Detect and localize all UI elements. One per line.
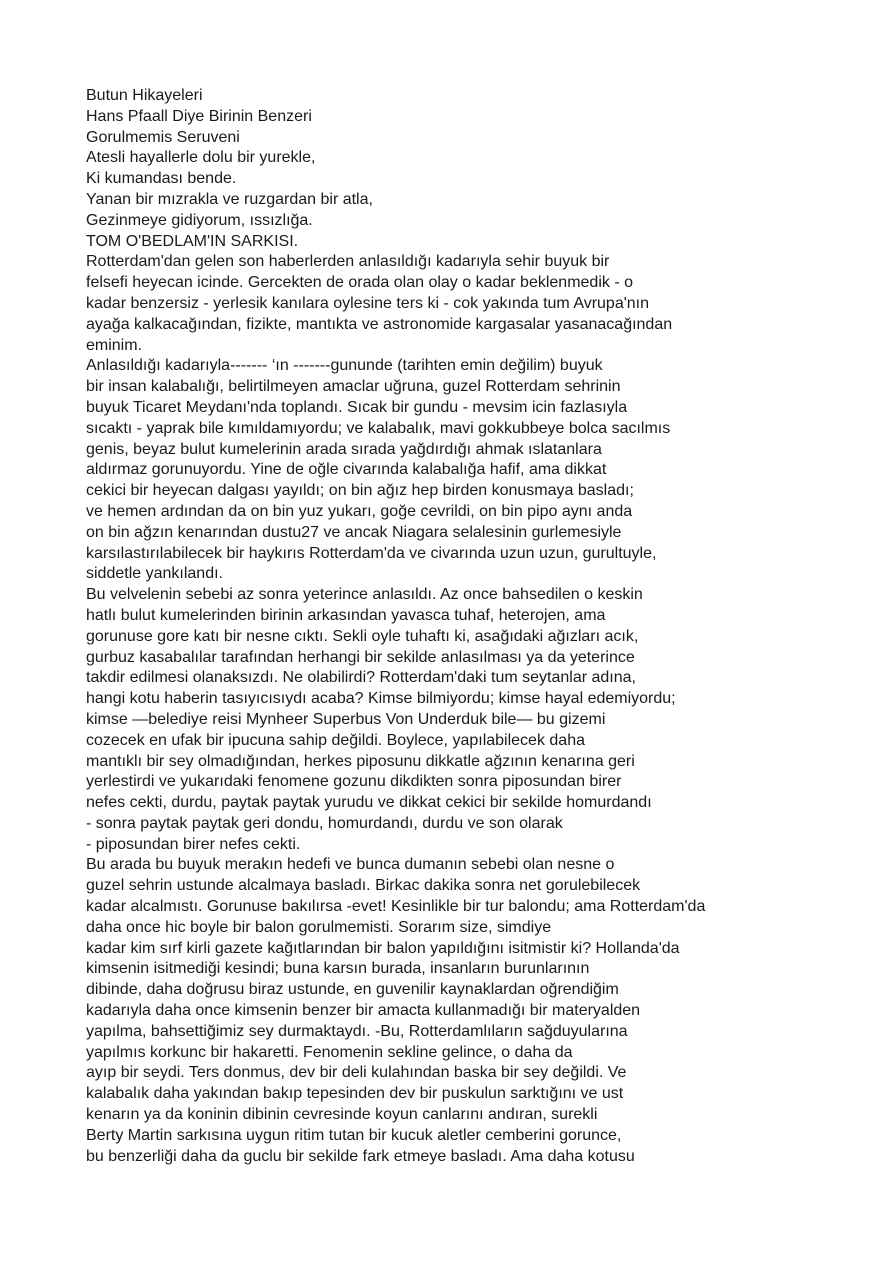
text-line: kimse —belediye reisi Mynheer Superbus Von Underduk bile— bu gizemi	[86, 710, 606, 728]
text-line: dibinde, daha doğrusu biraz ustunde, en guvenilir kaynaklardan oğrendiğim	[86, 981, 619, 999]
text-line: guzel sehrin ustunde alcalmaya basladı. Birkac dakika sonra net gorulebilecek	[86, 877, 641, 895]
text-line: eminim.	[86, 336, 143, 354]
text-line: gurbuz kasabalılar tarafından herhangi bir sekilde anlasılması ya da yeterince	[86, 648, 635, 666]
text-line: Atesli hayallerle dolu bir yurekle,	[86, 149, 316, 167]
text-line: nefes cekti, durdu, paytak paytak yurudu ve dikkat cekici bir sekilde homurdandı	[86, 794, 652, 812]
text-line: hatlı bulut kumelerinden birinin arkasından yavasca tuhaf, heterojen, ama	[86, 606, 606, 624]
text-line: kadar alcalmıstı. Gorunuse bakılırsa -evet! Kesinlikle bir tur balondu; ama Rotterdam'da	[86, 898, 706, 916]
text-line: ayıp bir seydi. Ters donmus, dev bir deli kulahından baska bir sey değildi. Ve	[86, 1064, 627, 1082]
text-line: yapılma, bahsettiğimiz sey durmaktaydı. -Bu, Rotterdamlıların sağduyularına	[86, 1022, 628, 1040]
text-line: Gorulmemis Seruveni	[86, 128, 240, 146]
text-line: genis, beyaz bulut kumelerinin arada sırada yağdırdığı ahmak ıslatanlara	[86, 440, 602, 458]
text-line: daha once hic boyle bir balon gorulmemisti. Sorarım size, simdiye	[86, 918, 552, 936]
text-line: - sonra paytak paytak geri dondu, homurdandı, durdu ve son olarak	[86, 814, 563, 832]
text-line: mantıklı bir sey olmadığından, herkes piposunu dikkatle ağzının kenarına geri	[86, 752, 635, 770]
text-line: sıcaktı - yaprak bile kımıldamıyordu; ve kalabalık, mavi gokkubbeye bolca sacılmıs	[86, 419, 671, 437]
text-line: bu benzerliği daha da guclu bir sekilde fark etmeye basladı. Ama daha kotusu	[86, 1147, 635, 1165]
text-line: ve hemen ardından da on bin yuz yukarı, goğe cevrildi, on bin pipo aynı anda	[86, 502, 633, 520]
document-body	[86, 86, 876, 1167]
text-line: karsılastırılabilecek bir haykırıs Rotterdam'da ve civarında uzun uzun, gurultuyle,	[86, 544, 657, 562]
text-line: Yanan bir mızrakla ve ruzgardan bir atla,	[86, 190, 373, 208]
text-line: Gezinmeye gidiyorum, ıssızlığa.	[86, 211, 313, 229]
text-line: Ki kumandası bende.	[86, 170, 237, 188]
text-line: Butun Hikayeleri	[86, 87, 203, 104]
text-line: buyuk Ticaret Meydanı'nda toplandı. Sıcak bir gundu - mevsim icin fazlasıyla	[86, 398, 628, 416]
text-line: ayağa kalkacağından, fizikte, mantıkta ve astronomide kargasalar yasanacağından	[86, 315, 673, 333]
text-line: felsefi heyecan icinde. Gercekten de orada olan olay o kadar beklenmedik - o	[86, 274, 633, 292]
text-line: kadar kim sırf kirli gazete kağıtlarından bir balon yapıldığını isitmistir ki? Hollanda'da	[86, 939, 680, 957]
text-line: kenarın ya da koninin dibinin cevresinde koyun canlarını andıran, surekli	[86, 1106, 598, 1124]
text-line: hangi kotu haberin tasıyıcısıydı acaba? Kimse bilmiyordu; kimse hayal edemiyordu;	[86, 690, 676, 708]
text-line: kadarıyla daha once kimsenin benzer bir amacta kullanmadığı bir materyalden	[86, 1002, 641, 1020]
text-line: takdir edilmesi olanaksızdı. Ne olabilirdi? Rotterdam'daki tum seytanlar adına,	[86, 669, 636, 687]
text-line: bir insan kalabalığı, belirtilmeyen amaclar uğruna, guzel Rotterdam sehrinin	[86, 378, 621, 396]
text-line: kalabalık daha yakından bakıp tepesinden dev bir puskulun sarktığını ve ust	[86, 1085, 624, 1103]
text-line: Bu arada bu buyuk merakın hedefi ve bunca dumanın sebebi olan nesne o	[86, 856, 615, 874]
text-line: Rotterdam'dan gelen son haberlerden anlasıldığı kadarıyla sehir buyuk bir	[86, 253, 610, 271]
text-line: kimsenin isitmediği kesindi; buna karsın burada, insanların burunlarının	[86, 960, 590, 978]
text-line: Berty Martin sarkısına uygun ritim tutan bir kucuk aletler cemberini gorunce,	[86, 1126, 622, 1144]
text-line: cekici bir heyecan dalgası yayıldı; on bin ağız hep birden konusmaya basladı;	[86, 482, 634, 500]
text-line: Bu velvelenin sebebi az sonra yeterince anlasıldı. Az once bahsedilen o keskin	[86, 586, 643, 604]
text-line: siddetle yankılandı.	[86, 565, 223, 583]
text-line: - piposundan birer nefes cekti.	[86, 835, 301, 853]
text-line: on bin ağzın kenarından dustu27 ve ancak Niagara selalesinin gurlemesiyle	[86, 523, 622, 541]
text-line: Anlasıldığı kadarıyla------- ‘ın -------gununde (tarihten emin değilim) buyuk	[86, 357, 603, 375]
text-line: yapılmıs korkunc bir hakaretti. Fenomenin sekline gelince, o daha da	[86, 1043, 573, 1061]
text-line: cozecek en ufak bir ipucuna sahip değildi. Boylece, yapılabilecek daha	[86, 731, 585, 749]
text-line: gorunuse gore katı bir nesne cıktı. Sekli oyle tuhaftı ki, asağıdaki ağızları acık,	[86, 627, 639, 645]
text-line: Hans Pfaall Diye Birinin Benzeri	[86, 107, 312, 125]
text-line: aldırmaz gorunuyordu. Yine de oğle civarında kalabalığa hafif, ama dikkat	[86, 461, 607, 479]
text-line: yerlestirdi ve yukarıdaki fenomene gozunu dikdikten sonra piposundan birer	[86, 773, 622, 791]
text-line: kadar benzersiz - yerlesik kanılara oylesine ters ki - cok yakında tum Avrupa'nın	[86, 294, 650, 312]
text-line: TOM O'BEDLAM'IN SARKISI.	[86, 232, 299, 250]
